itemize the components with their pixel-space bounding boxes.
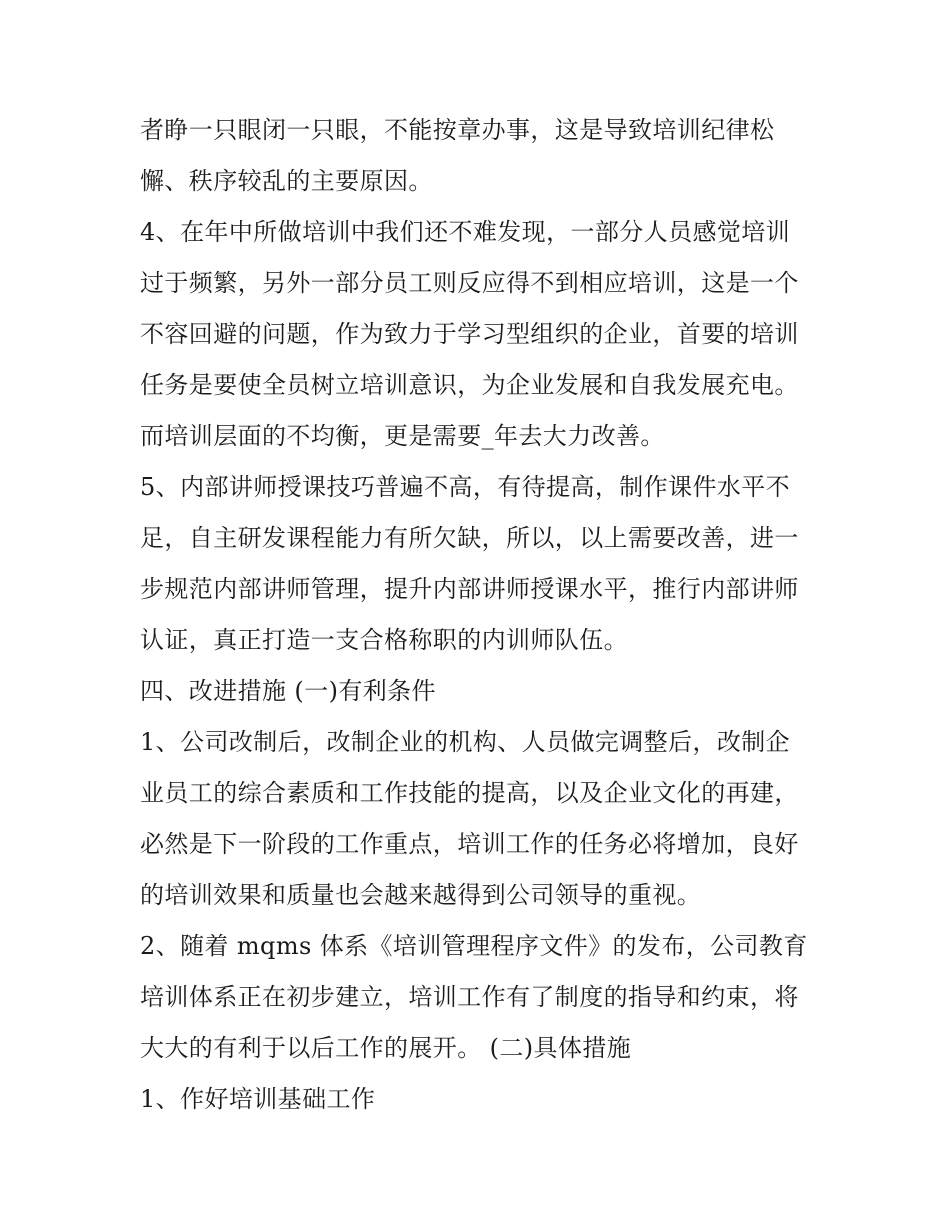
text-line: 培训体系正在初步建立，培训工作有了制度的指导和约束，将 [140, 983, 799, 1011]
text-line: 步规范内部讲师管理，提升内部讲师授课水平，推行内部讲师 [140, 575, 799, 603]
paragraph-favorable-1 [140, 717, 830, 921]
paragraph-item-4 [140, 207, 830, 462]
text-line: 过于频繁，另外一部分员工则反应得不到相应培训，这是一个 [140, 269, 799, 297]
text-line: 1、公司改制后，改制企业的机构、人员做完调整后，改制企 [140, 728, 791, 756]
paragraph-favorable-2 [140, 921, 830, 1074]
text-line: 懈、秩序较乱的主要原因。 [140, 167, 433, 195]
text-line: 1、作好培训基础工作 [140, 1085, 376, 1113]
text-line: 者睁一只眼闭一只眼，不能按章办事，这是导致培训纪律松 [140, 116, 775, 144]
text-line: 5、内部讲师授课技巧普遍不高，有待提高，制作课件水平不 [140, 473, 791, 501]
section-heading-improvement [140, 666, 830, 717]
text-line: 业员工的综合素质和工作技能的提高，以及企业文化的再建， [140, 779, 799, 807]
text-line: 的培训效果和质量也会越来越得到公司领导的重视。 [140, 881, 702, 909]
text-line: 认证，真正打造一支合格称职的内训师队伍。 [140, 626, 628, 654]
text-line: 必然是下一阶段的工作重点，培训工作的任务必将增加，良好 [140, 830, 799, 858]
text-line: 足，自主研发课程能力有所欠缺，所以，以上需要改善，进一 [140, 524, 799, 552]
text-line: 2、随着 mqms 体系《培训管理程序文件》的发布，公司教育 [140, 932, 808, 960]
paragraph-discipline [140, 105, 830, 207]
text-line: 大大的有利于以后工作的展开。 (二)具体措施 [140, 1034, 632, 1062]
paragraph-item-5 [140, 462, 830, 666]
text-line: 4、在年中所做培训中我们还不难发现，一部分人员感觉培训 [140, 218, 791, 246]
text-line: 不容回避的问题，作为致力于学习型组织的企业，首要的培训 [140, 320, 799, 348]
text-line: 而培训层面的不均衡，更是需要_年去大力改善。 [140, 422, 665, 450]
text-line: 四、改进措施 (一)有利条件 [140, 677, 436, 705]
paragraph-measure-1 [140, 1074, 830, 1125]
text-line: 任务是要使全员树立培训意识，为企业发展和自我发展充电。 [140, 371, 799, 399]
document-body [140, 105, 830, 1125]
